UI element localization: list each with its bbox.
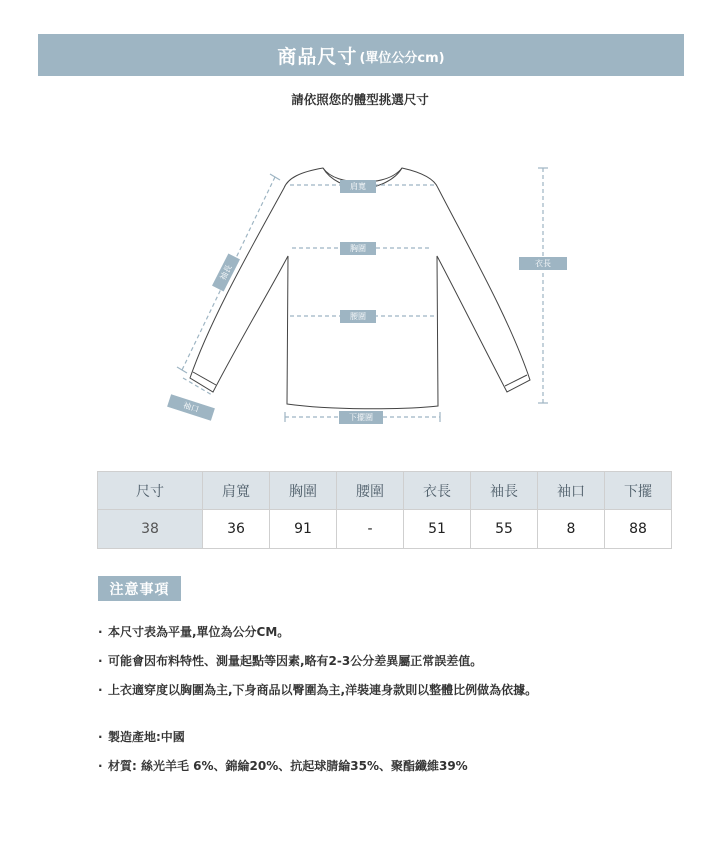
- header-chest: 胸圍: [270, 472, 337, 510]
- unit-label: (單位公分cm): [359, 51, 445, 66]
- title-banner: [38, 34, 684, 76]
- list-item: · 製造產地:中國: [98, 730, 185, 744]
- list-item: · 本尺寸表為平量,單位為公分CM。: [98, 625, 290, 639]
- measure-ticks: [177, 168, 548, 422]
- sweater-outline: [190, 168, 530, 409]
- list-item: · 材質: 絲光羊毛 6%、錦綸20%、抗起球腈綸35%、聚酯纖維39%: [98, 759, 468, 773]
- cell-sleeve: 55: [471, 510, 538, 549]
- header-sleeve: 袖長: [471, 472, 538, 510]
- cell-chest: 91: [270, 510, 337, 549]
- origin-text: 製造產地:中國: [108, 730, 185, 744]
- header-hem: 下擺: [605, 472, 672, 510]
- cell-hem: 88: [605, 510, 672, 549]
- list-item: · 可能會因布料特性、測量起點等因素,略有2-3公分差異屬正常誤差值。: [98, 654, 483, 668]
- page-title: 商品尺寸: [277, 45, 358, 68]
- table-header-row: [98, 472, 672, 510]
- sleeve-length-label: 袖長: [212, 254, 240, 292]
- header-length: 衣長: [404, 472, 471, 510]
- notice-item-2: 可能會因布料特性、測量起點等因素,略有2-3公分差異屬正常誤差值。: [108, 654, 483, 668]
- header-size: 尺寸: [98, 472, 203, 510]
- header-shoulder: 肩寬: [203, 472, 270, 510]
- cell-shoulder: 36: [203, 510, 270, 549]
- notice-list: [98, 622, 537, 709]
- list-item: · 上衣適穿度以胸圍為主,下身商品以臀圍為主,洋裝連身款則以整體比例做為依據。: [98, 683, 538, 697]
- hem-label: 下擺圍: [339, 411, 383, 424]
- measure-lines: [182, 168, 543, 417]
- cell-waist: -: [337, 510, 404, 549]
- material-text: 材質: 絲光羊毛 6%、錦綸20%、抗起球腈綸35%、聚酯纖維39%: [108, 759, 468, 773]
- chest-label: 胸圍: [340, 242, 376, 255]
- table-row: [98, 510, 672, 549]
- waist-label: 腰圍: [340, 310, 376, 323]
- detail-list: [98, 727, 468, 785]
- subtitle: 請依照您的體型挑選尺寸: [291, 92, 429, 107]
- cuff-label: 袖口: [167, 394, 215, 421]
- notice-title: 注意事項: [98, 576, 181, 601]
- cell-cuff: 8: [538, 510, 605, 549]
- shoulder-label: 肩寬: [340, 180, 376, 193]
- cell-length: 51: [404, 510, 471, 549]
- header-waist: 腰圍: [337, 472, 404, 510]
- header-cuff: 袖口: [538, 472, 605, 510]
- notice-item-1: 本尺寸表為平量,單位為公分CM。: [108, 625, 290, 639]
- size-table: [97, 471, 672, 549]
- length-label: 衣長: [519, 257, 567, 270]
- cell-size: 38: [98, 510, 203, 549]
- notice-item-3: 上衣適穿度以胸圍為主,下身商品以臀圍為主,洋裝連身款則以整體比例做為依據。: [108, 683, 538, 697]
